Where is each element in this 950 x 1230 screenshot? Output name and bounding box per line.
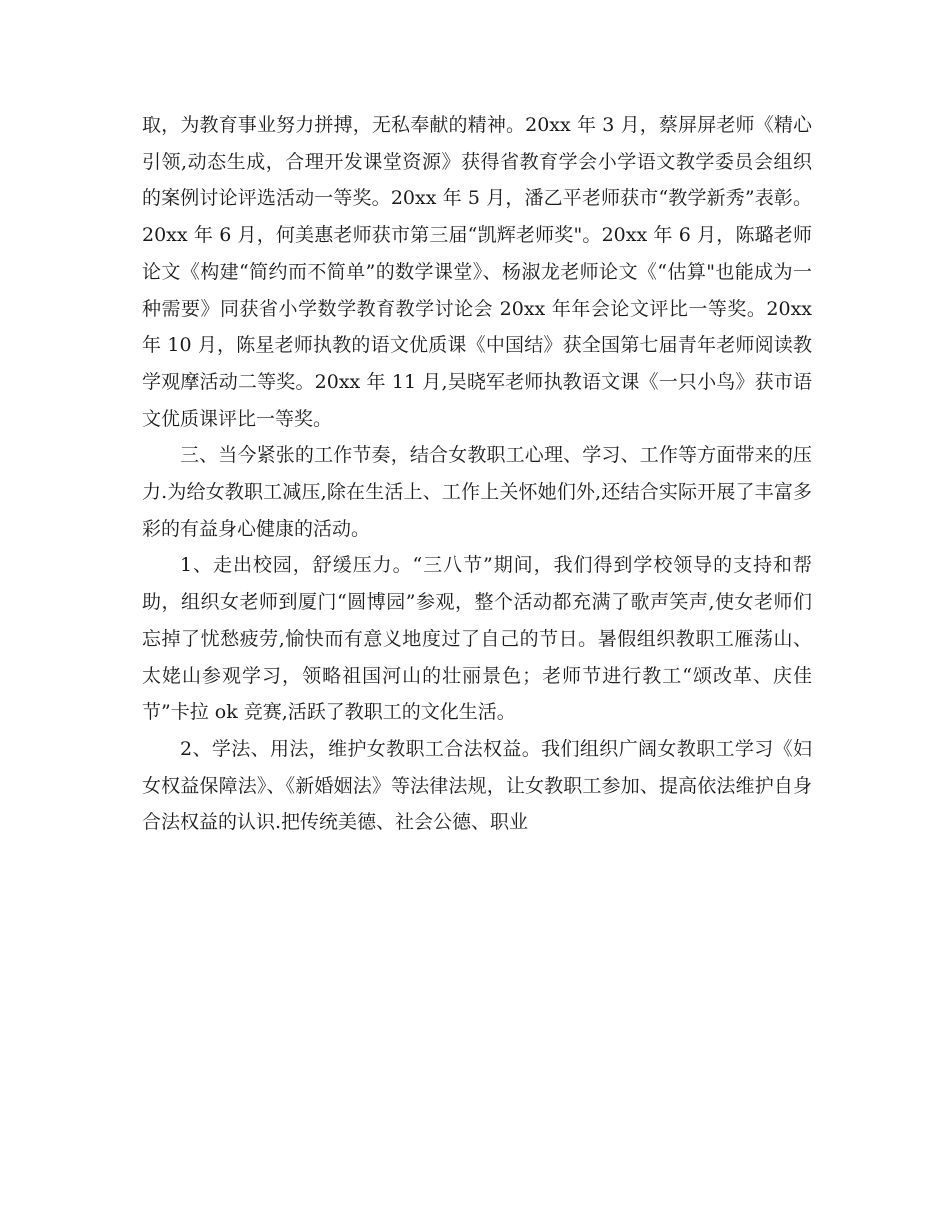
paragraph-item-one: 1、走出校园，舒缓压力。“三八节”期间，我们得到学校领导的支持和帮助，组织女老师到厦门“圆博园”参观，整个活动都充满了歌声笑声,使女老师们忘掉了忧愁疲劳,愉快而有意义地度过了自己的节日。暑假组织教职工雁荡山、太姥山参观学习，领略祖国河山的壮丽景色；老师节进行教工“颂改革、庆佳节”卡拉 ok 竞赛,活跃了教职工的文化生活。 [142, 554, 812, 724]
document-body [142, 107, 812, 841]
paragraph-section-three: 三、当今紧张的工作节奏，结合女教职工心理、学习、工作等方面带来的压力.为给女教职工减压,除在生活上、工作上关怀她们外,还结合实际开展了丰富多彩的有益身心健康的活动。 [142, 444, 812, 540]
paragraph-item-two: 2、学法、用法，维护女教职工合法权益。我们组织广阔女教职工学习《妇女权益保障法》、《新婚姻法》等法律法规，让女教职工参加、提高依法维护自身合法权益的认识.把传统美德、社会公德、职业 [142, 737, 812, 834]
paragraph-awards: 取，为教育事业努力拼搏，无私奉献的精神。20xx 年 3 月，蔡屏屏老师《精心引领,动态生成，合理开发课堂资源》获得省教育学会小学语文教学委员会组织的案例讨论评选活动一等奖。20xx 年 5 月，潘乙平老师获市“教学新秀”表彰。20xx 年 6 月，何美惠老师获市第三届“凯辉老师奖"。20xx 年 6 月，陈璐老师论文《构建“简约而不简单”的数学课堂》、杨淑龙老师论文《“估算"也能成为一种需要》同获省小学数学教育教学讨论会 20xx 年年会论文评比一等奖。20xx 年 10 月，陈星老师执教的语文优质课《中国结》获全国第七届青年老师阅读教学观摩活动二等奖。20xx 年 11 月,吴晓军老师执教语文课《一只小鸟》获市语文优质课评比一等奖。 [142, 114, 812, 430]
